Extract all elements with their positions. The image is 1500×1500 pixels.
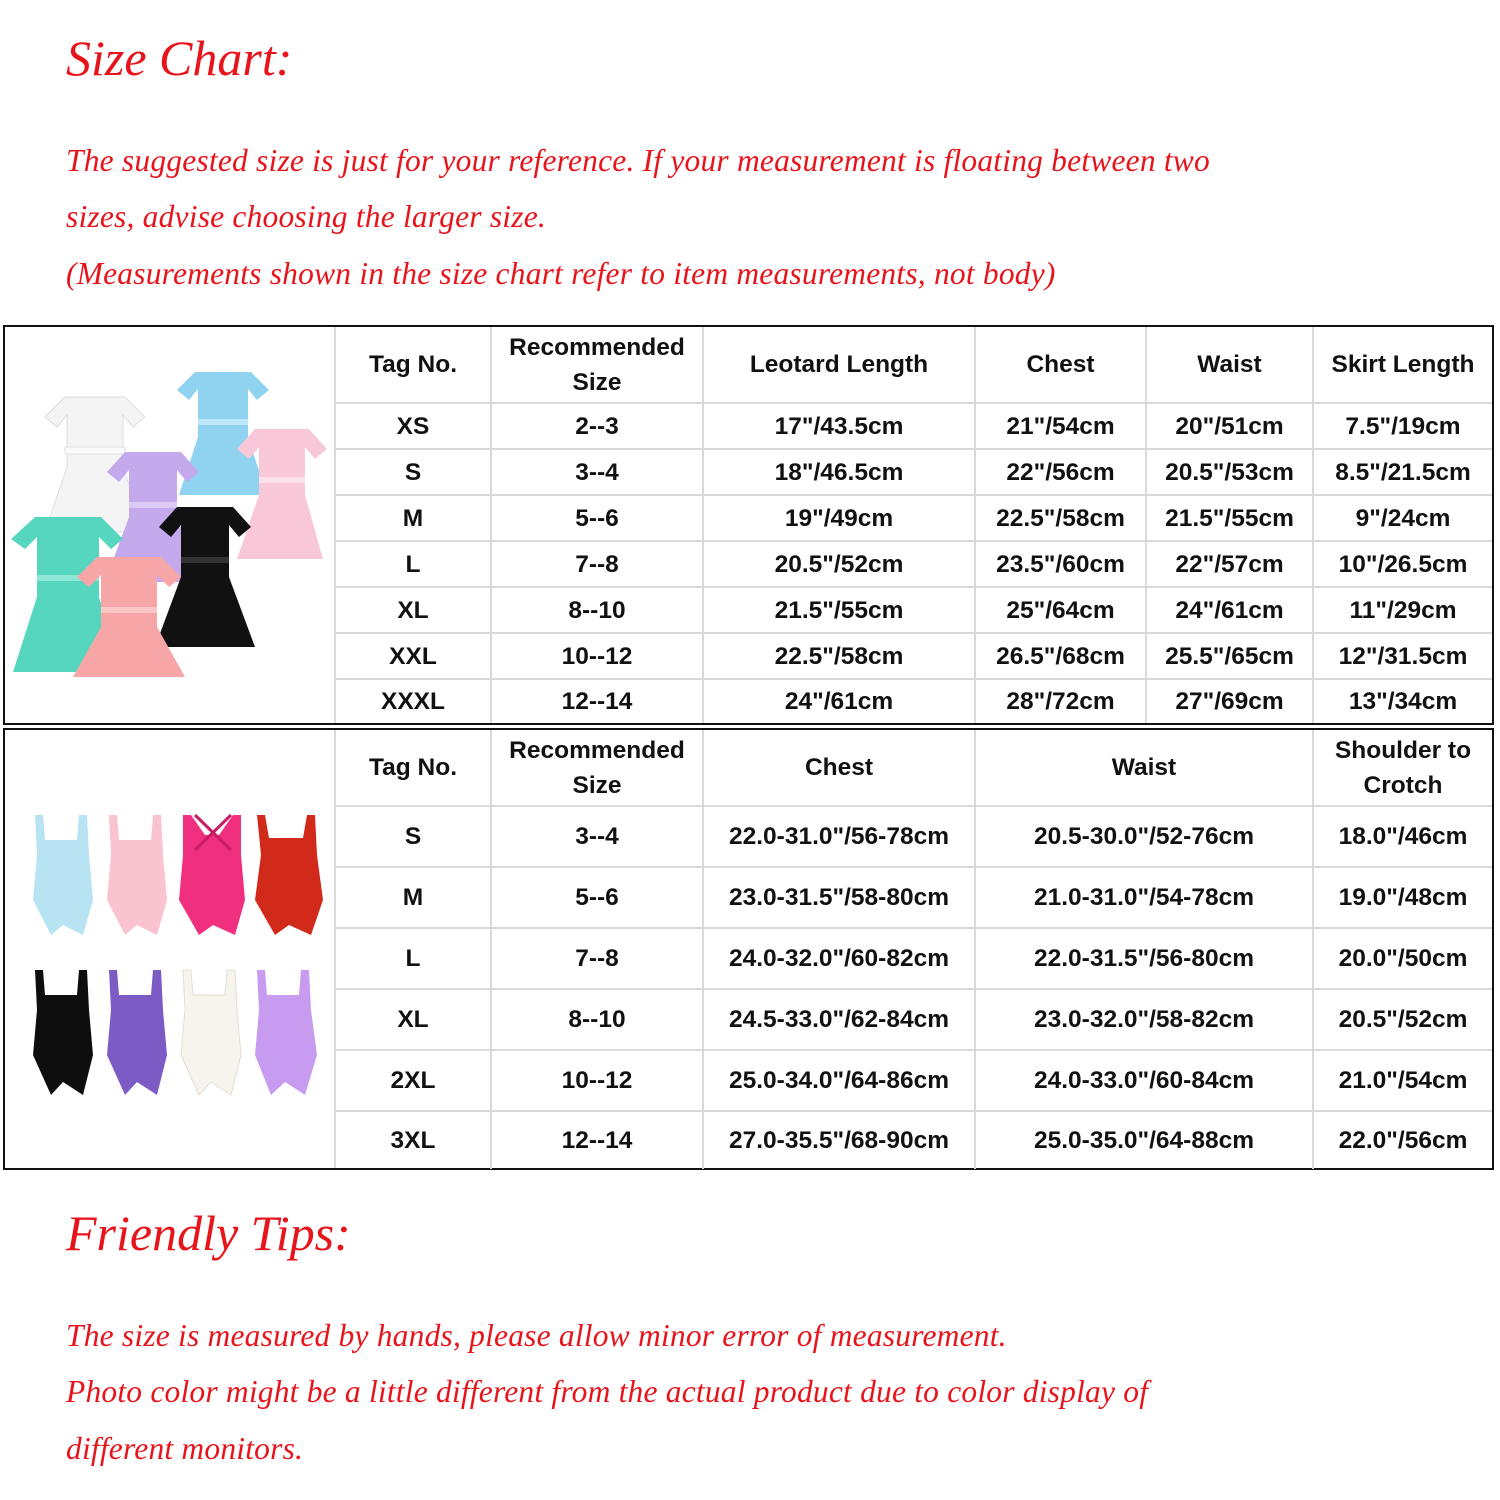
header-recommended-size: Recommended Size [491, 327, 703, 403]
size-table-skirted-leotard [3, 325, 1494, 725]
cell-tag: M [336, 867, 491, 928]
cell-skirt-length: 8.5"/21.5cm [1313, 449, 1492, 495]
tip-line-2: Photo color might be a little different from the actual product due to color display of [66, 1374, 1149, 1409]
cell-chest: 22.0-31.0"/56-78cm [703, 806, 975, 867]
cell-chest: 25.0-34.0"/64-86cm [703, 1050, 975, 1111]
cell-shoulder-to-crotch: 18.0"/46cm [1313, 806, 1492, 867]
cell-recommended: 2--3 [491, 403, 703, 449]
skirted-leotards-image [5, 327, 336, 723]
cell-chest: 23.5"/60cm [975, 541, 1146, 587]
cell-waist: 24"/61cm [1146, 587, 1313, 633]
cell-chest: 28"/72cm [975, 679, 1146, 723]
size-note-line-3: (Measurements shown in the size chart refer to item measurements, not body) [66, 256, 1056, 291]
cell-recommended: 10--12 [491, 1050, 703, 1111]
cell-recommended: 5--6 [491, 495, 703, 541]
header-shoulder-to-crotch: Shoulder to Crotch [1313, 730, 1492, 806]
header-chest: Chest [703, 730, 975, 806]
header-tag-no: Tag No. [336, 327, 491, 403]
cell-leotard-length: 19"/49cm [703, 495, 975, 541]
cell-waist: 20"/51cm [1146, 403, 1313, 449]
friendly-tips-title: Friendly Tips: [66, 1205, 351, 1261]
tip-line-1: The size is measured by hands, please allow minor error of measurement. [66, 1318, 1007, 1353]
cell-shoulder-to-crotch: 21.0"/54cm [1313, 1050, 1492, 1111]
cell-chest: 24.5-33.0"/62-84cm [703, 989, 975, 1050]
cell-recommended: 12--14 [491, 1111, 703, 1169]
cell-tag: XL [336, 587, 491, 633]
table-row [336, 495, 1492, 541]
table-row [336, 449, 1492, 495]
cell-waist: 25.0-35.0"/64-88cm [975, 1111, 1313, 1169]
table-row [336, 989, 1492, 1050]
table-row [336, 403, 1492, 449]
table-header-row [336, 730, 1492, 806]
size-table-camisole-leotard [3, 728, 1494, 1170]
cell-tag: XL [336, 989, 491, 1050]
table-row [336, 541, 1492, 587]
cell-recommended: 7--8 [491, 928, 703, 989]
cell-waist: 25.5"/65cm [1146, 633, 1313, 679]
cell-leotard-length: 18"/46.5cm [703, 449, 975, 495]
camisole-leotards-illustration [5, 730, 334, 1168]
cell-recommended: 3--4 [491, 806, 703, 867]
cell-waist: 24.0-33.0"/60-84cm [975, 1050, 1313, 1111]
cell-shoulder-to-crotch: 22.0"/56cm [1338, 1127, 1468, 1154]
cell-leotard-length: 21.5"/55cm [703, 587, 975, 633]
cell-tag: L [336, 541, 491, 587]
skirted-leotard-size-grid [336, 327, 1492, 723]
cell-recommended: 8--10 [491, 989, 703, 1050]
cell-chest: 26.5"/68cm [975, 633, 1146, 679]
skirted-leotards-illustration [5, 327, 334, 723]
header-leotard-length: Leotard Length [703, 327, 975, 403]
cell-chest: 23.0-31.5"/58-80cm [703, 867, 975, 928]
cell-skirt-length: 12"/31.5cm [1313, 633, 1492, 679]
cell-tag: XS [336, 403, 491, 449]
table-row [336, 587, 1492, 633]
cell-recommended: 10--12 [491, 633, 703, 679]
size-chart-title: Size Chart: [66, 30, 293, 86]
table-row [336, 928, 1492, 989]
cell-shoulder-to-crotch: 20.0"/50cm [1313, 928, 1492, 989]
cell-recommended: 12--14 [491, 679, 703, 723]
cell-waist: 22"/57cm [1146, 541, 1313, 587]
cell-skirt-length: 10"/26.5cm [1313, 541, 1492, 587]
cell-chest: 22"/56cm [975, 449, 1146, 495]
cell-recommended: 7--8 [491, 541, 703, 587]
table-row [336, 1111, 1492, 1169]
header-skirt-length: Skirt Length [1313, 327, 1492, 403]
cell-tag: XXXL [336, 679, 491, 723]
cell-tag: M [336, 495, 491, 541]
cell-shoulder-to-crotch: 20.5"/52cm [1313, 989, 1492, 1050]
cell-leotard-length: 17"/43.5cm [703, 403, 975, 449]
header-recommended-size: Recommended Size [491, 730, 703, 806]
header-chest: Chest [975, 327, 1146, 403]
cell-chest: 24.0-32.0"/60-82cm [703, 928, 975, 989]
table-header-row [336, 327, 1492, 403]
cell-shoulder-to-crotch: 19.0"/48cm [1313, 867, 1492, 928]
cell-skirt-length: 9"/24cm [1313, 495, 1492, 541]
cell-tag: S [336, 806, 491, 867]
table-row [336, 1050, 1492, 1111]
cell-tag: S [336, 449, 491, 495]
cell-tag: L [336, 928, 491, 989]
size-note-line-2: sizes, advise choosing the larger size. [66, 199, 546, 234]
table-row [336, 867, 1492, 928]
tip-line-3: different monitors. [66, 1431, 304, 1466]
cell-waist: 27"/69cm [1146, 679, 1313, 723]
cell-recommended: 8--10 [491, 587, 703, 633]
camisole-leotards-image [5, 730, 336, 1168]
cell-recommended: 5--6 [491, 867, 703, 928]
cell-leotard-length: 20.5"/52cm [703, 541, 975, 587]
cell-tag: XXL [336, 633, 491, 679]
cell-waist: 21.5"/55cm [1146, 495, 1313, 541]
cell-leotard-length: 22.5"/58cm [703, 633, 975, 679]
header-tag-no: Tag No. [336, 730, 491, 806]
cell-skirt-length: 13"/34cm [1348, 688, 1458, 715]
table-row [336, 679, 1492, 723]
cell-tag: 3XL [336, 1111, 491, 1169]
cell-leotard-length: 24"/61cm [703, 679, 975, 723]
camisole-leotard-size-grid [336, 730, 1492, 1169]
header-waist: Waist [975, 730, 1313, 806]
cell-waist: 21.0-31.0"/54-78cm [975, 867, 1313, 928]
cell-chest: 22.5"/58cm [975, 495, 1146, 541]
cell-waist: 20.5"/53cm [1146, 449, 1313, 495]
cell-chest: 21"/54cm [975, 403, 1146, 449]
table-row [336, 633, 1492, 679]
cell-chest: 27.0-35.5"/68-90cm [703, 1111, 975, 1169]
cell-waist: 20.5-30.0"/52-76cm [975, 806, 1313, 867]
cell-recommended: 3--4 [491, 449, 703, 495]
header-waist: Waist [1146, 327, 1313, 403]
cell-chest: 25"/64cm [975, 587, 1146, 633]
size-note-line-1: The suggested size is just for your reference. If your measurement is floating between two [66, 143, 1210, 178]
cell-skirt-length: 11"/29cm [1313, 587, 1492, 633]
cell-skirt-length: 7.5"/19cm [1313, 403, 1492, 449]
cell-waist: 23.0-32.0"/58-82cm [975, 989, 1313, 1050]
cell-waist: 22.0-31.5"/56-80cm [975, 928, 1313, 989]
cell-tag: 2XL [336, 1050, 491, 1111]
table-row [336, 806, 1492, 867]
